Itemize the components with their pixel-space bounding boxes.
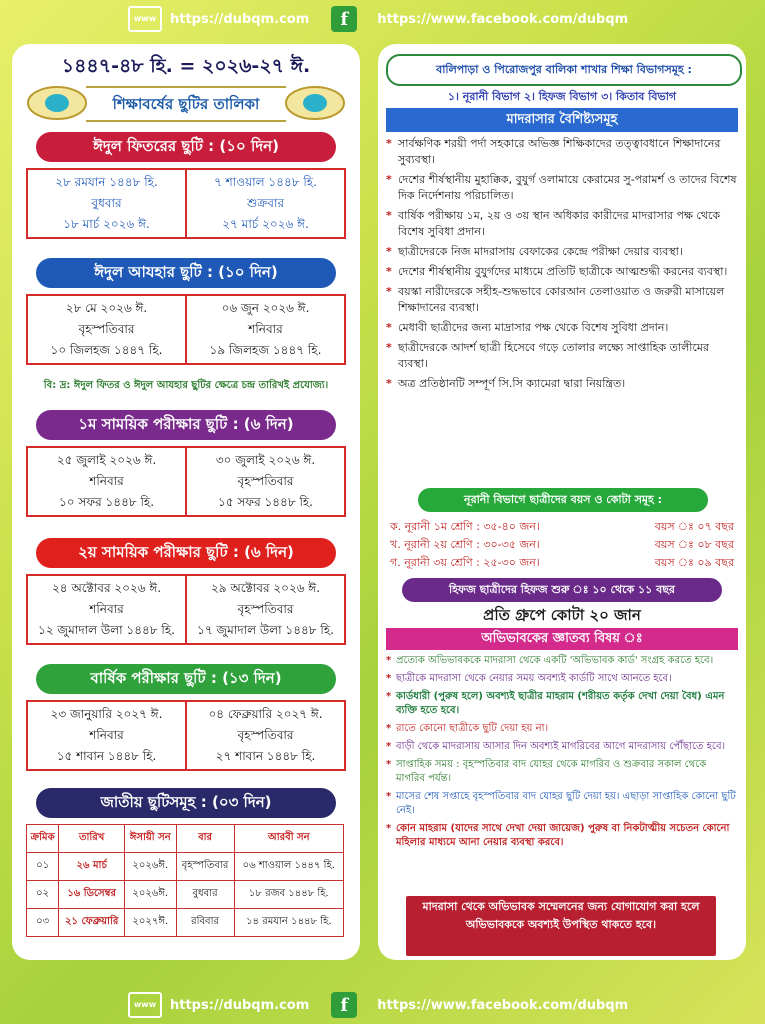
eid-fitr-dates (26, 168, 346, 239)
quota-age: বয়স ঃ ০৯ বছর (654, 556, 734, 569)
list-item: * দেশের শীর্ষস্থানীয় বুযুর্গদের মাধ্যমে প্রতিটি ছাত্রীকে আত্মশুদ্ধী করনের ব্যবস্থা। (386, 264, 738, 280)
table-cell: বৃহস্পতিবার (176, 853, 234, 881)
column-header: ক্রমিক (27, 825, 59, 853)
exam1-dates (26, 446, 346, 517)
branch-title: বালিপাড়া ও পিরোজপুর বালিকা শাখার শিক্ষা বিভাগসমূহ : (386, 54, 742, 86)
table-cell: বুধবার (176, 881, 234, 909)
column-header: তারিখ (59, 825, 125, 853)
list-item: * সাপ্তাহিক সময় : বৃহস্পতিবার বাদ যোহর থেকে মাগরিব ও শুক্রবার সকাল থেকে মাগরিব পর্যন্ত। (386, 758, 738, 786)
academic-year: ১৪৪৭-৪৮ হি. = ২০২৬-২৭ ঈ. (61, 55, 311, 77)
list-item: * মাসের শেষ সপ্তাহে বৃহস্পতিবার বাদ যোহর ছুটি দেয়া হয়। এছাড়া সাপ্তাহিক কোনো ছুটি নেই। (386, 790, 738, 818)
date-hijri: ১২ জুমাদাল উলা ১৪৪৮ হি. (38, 623, 175, 637)
table-cell: ২৬ মার্চ (59, 853, 125, 881)
date-gregorian: ২৩ জানুয়ারি ২০২৭ ঈ. (50, 707, 163, 721)
ornament-right-icon (284, 84, 346, 122)
exam2-start (28, 576, 185, 643)
exam1-section (26, 410, 346, 517)
day-name: বৃহস্পতিবার (237, 474, 294, 488)
features-list (386, 136, 738, 396)
list-item: * ছাত্রীকে মাদরাসা থেকে নেয়ার সময় অবশ্যই কার্ডটি সাথে আনতে হবে। (386, 672, 738, 686)
date-gregorian: ২৭ মার্চ ২০২৬ ঈ. (222, 217, 309, 231)
holiday-list-title (26, 80, 346, 126)
date-gregorian: ১৮ মার্চ ২০২৬ ঈ. (63, 217, 150, 231)
table-cell: ০৬ শাওয়াল ১৪৪৭ হি. (234, 853, 343, 881)
facebook-icon: f (331, 992, 357, 1018)
quota-heading: নূরানী বিভাগে ছাত্রীদের বয়স ও কোটা সমূহ : (418, 488, 708, 512)
day-name: শনিবার (89, 728, 124, 742)
table-cell: ১৬ ডিসেম্বর (59, 881, 125, 909)
facebook-link[interactable]: https://www.facebook.com/dubqm (377, 11, 629, 27)
features-heading: মাদরাসার বৈশিষ্ট্যসমূহ (386, 108, 738, 132)
table-cell: ০৩ (27, 909, 59, 937)
table-cell: ২০২৭ঈ. (124, 909, 176, 937)
annual-exam-end (185, 702, 344, 769)
list-item: * ছাত্রীদেরকে নিজ মাদরাসায় বেফাকের কেন্দ্রে পরীক্ষা দেয়ার ব্যবস্থা। (386, 244, 738, 260)
date-hijri: ৭ শাওয়াল ১৪৪৮ হি. (214, 175, 317, 189)
national-holidays-section (26, 788, 346, 937)
group-quota: প্রতি গ্রুপে কোটা ২০ জান (483, 606, 641, 624)
holiday-list-panel (12, 44, 360, 960)
guardian-heading: অভিভাবকের জ্ঞাতব্য বিষয় ঃ (386, 628, 738, 650)
quota-class: খ. নূরানী ২য় শ্রেণি : ৩০-৩৫ জন। (390, 538, 540, 551)
table-row (27, 881, 344, 909)
quota-class: ক. নূরানী ১ম শ্রেণি : ৩৫-৪০ জন। (390, 520, 540, 533)
list-item: * বার্ষিক পরীক্ষায় ১ম, ২য় ও ৩য় স্থান অধিকার কারীদের মাদরাসার পক্ষ থেকে বিশেষ সুবিধা প্রদান। (386, 208, 738, 240)
annual-exam-section (26, 664, 346, 771)
table-cell: ২০২৬ঈ. (124, 881, 176, 909)
date-hijri: ১৫ শাবান ১৪৪৮ হি. (56, 749, 157, 763)
table-cell: ০২ (27, 881, 59, 909)
table-cell: ২০২৬ঈ. (124, 853, 176, 881)
website-icon: www (128, 992, 162, 1018)
date-gregorian: ২৮ মে ২০২৬ ঈ. (65, 301, 148, 315)
eid-fitr-section (26, 132, 346, 239)
exam1-start (28, 448, 185, 515)
bottom-link-bar (0, 986, 765, 1024)
list-item: * ছাত্রীদেরকে আদর্শ ছাত্রী হিসেবে গড়ে তোলার লক্ষ্যে সাপ্তাহিক তালীমের ব্যবস্থা। (386, 340, 738, 372)
day-name: বৃহস্পতিবার (237, 602, 294, 616)
column-header: আরবী সন (234, 825, 343, 853)
moon-date-note: বি: দ্র: ঈদুল ফিতর ও ঈদুল আযহার ছুটির ক্ষেত্রে চন্দ্র তারিখই প্রযোজ্য। (43, 380, 329, 391)
website-icon: www (128, 6, 162, 32)
column-header: ঈসায়ী সন (124, 825, 176, 853)
day-name: শনিবার (248, 322, 283, 336)
facebook-link[interactable]: https://www.facebook.com/dubqm (377, 997, 629, 1013)
list-item: * বয়স্কা নারীদেরকে সহীহ-শুদ্ধভাবে কোরআন তেলাওয়াত ও জরুরী মাসায়েল শিক্ষাদানের ব্যবস্থা। (386, 284, 738, 316)
table-header-row (27, 825, 344, 853)
annual-exam-start (28, 702, 185, 769)
quota-row (390, 518, 734, 537)
eid-fitr-start (28, 170, 185, 237)
list-item: * মেধাবী ছাত্রীদের জন্য মাদ্রাসার পক্ষ থেকে বিশেষ সুবিধা প্রদান। (386, 320, 738, 336)
date-hijri: ১০ জিলহজ ১৪৪৭ হি. (50, 343, 163, 357)
day-name: বুধবার (91, 196, 122, 210)
day-name: বৃহস্পতিবার (78, 322, 135, 336)
table-cell: ০১ (27, 853, 59, 881)
date-hijri: ২৮ রমযান ১৪৪৮ হি. (55, 175, 158, 189)
column-header: বার (176, 825, 234, 853)
list-item: * কার্ডধারী (পুরুষ হলে) অবশ্যই ছাত্রীর মাহরাম (শরীয়ত কর্তৃক দেখা দেয়া বৈধ) এমন ব্যক্তি হতে হবে। (386, 690, 738, 718)
table-cell: রবিবার (176, 909, 234, 937)
holiday-list-title-text: শিক্ষাবর্ষের ছুটির তালিকা (86, 86, 286, 122)
guardian-notes-list (386, 654, 738, 854)
day-name: শনিবার (89, 474, 124, 488)
date-hijri: ১৭ জুমাদাল উলা ১৪৪৮ হি. (197, 623, 334, 637)
eid-adha-section (26, 258, 346, 365)
exam2-dates (26, 574, 346, 645)
eid-adha-dates (26, 294, 346, 365)
table-cell: ১৮ রজব ১৪৪৮ হি. (234, 881, 343, 909)
quota-row (390, 536, 734, 555)
day-name: শনিবার (89, 602, 124, 616)
eid-adha-start (28, 296, 185, 363)
table-cell: ২১ ফেব্রুয়ারি (59, 909, 125, 937)
table-cell: ১৪ রমযান ১৪৪৮ হি. (234, 909, 343, 937)
eid-fitr-end (185, 170, 344, 237)
annual-exam-heading: বার্ষিক পরীক্ষার ছুটি : (১৩ দিন) (36, 664, 336, 694)
exam1-heading: ১ম সাময়িক পরীক্ষার ছুটি : (৬ দিন) (36, 410, 336, 440)
date-gregorian: ০৪ ফেব্রুয়ারি ২০২৭ ঈ. (208, 707, 323, 721)
day-name: বৃহস্পতিবার (237, 728, 294, 742)
exam2-end (185, 576, 344, 643)
national-holidays-heading: জাতীয় ছুটিসমূহ : (০৩ দিন) (36, 788, 336, 818)
exam2-heading: ২য় সাময়িক পরীক্ষার ছুটি : (৬ দিন) (36, 538, 336, 568)
list-item: * রাতে কোনো ছাত্রীকে ছুটি দেয়া হয় না। (386, 722, 738, 736)
eid-adha-end (185, 296, 344, 363)
madrasa-info-panel (378, 44, 746, 960)
list-item: * কোন মাহরাম (যাদের সাথে দেখা দেয়া জায়েজ) পুরুষ বা নিকটাত্মীয় সচেতন কোনো মহিলার মাধ্যমে আনা নেয়ার ব্যবস্থা করবে। (386, 822, 738, 850)
eid-fitr-heading: ঈদুল ফিতরের ছুটি : (১০ দিন) (36, 132, 336, 162)
list-item: * বাড়ী থেকে মাদরাসায় আসার দিন অবশ্যই মাগরিবের আগে মাদরাসায় পৌঁছাতে হবে। (386, 740, 738, 754)
website-link[interactable]: https://dubqm.com (170, 997, 310, 1013)
facebook-icon: f (331, 6, 357, 32)
date-gregorian: ২৯ অক্টোবর ২০২৬ ঈ. (210, 581, 321, 595)
list-item: * অত্র প্রতিষ্ঠানটি সম্পূর্ণ সি.সি ক্যামেরা দ্বারা নিয়ন্ত্রিত। (386, 376, 738, 392)
exam2-section (26, 538, 346, 645)
guardian-meeting-notice: মাদরাসা থেকে অভিভাবক সম্মেলনের জন্য যোগাযোগ করা হলে অভিভাবককে অবশ্যই উপস্থিত থাকতে হবে। (406, 896, 716, 956)
date-gregorian: ২৪ অক্টোবর ২০২৬ ঈ. (51, 581, 162, 595)
website-link[interactable]: https://dubqm.com (170, 11, 310, 27)
annual-exam-dates (26, 700, 346, 771)
quota-age: বয়স ঃ ০৮ বছর (654, 538, 734, 551)
exam1-end (185, 448, 344, 515)
date-hijri: ১৫ সফর ১৪৪৮ হি. (217, 495, 313, 509)
eid-adha-heading: ঈদুল আযহার ছুটি : (১০ দিন) (36, 258, 336, 288)
date-gregorian: ৩০ জুলাই ২০২৬ ঈ. (215, 453, 316, 467)
list-item: * দেশের শীর্ষস্থানীয় মুহাক্কিক, বুযুর্গ ওলামায়ে কেরামের সু-পরামর্শ ও তাদের বিশেষ দিক নির্দেশনায় পরিচালিত। (386, 172, 738, 204)
date-hijri: ১০ সফর ১৪৪৮ হি. (58, 495, 155, 509)
date-hijri: ১৯ জিলহজ ১৪৪৭ হি. (209, 343, 322, 357)
day-name: শুক্রবার (246, 196, 285, 210)
list-item: * সার্বক্ষণিক শরয়ী পর্দা সহকারে অভিজ্ঞ শিক্ষিকাদের তত্ত্বাবধানে শিক্ষাদানের সুব্যবস্থা। (386, 136, 738, 168)
date-gregorian: ২৫ জুলাই ২০২৬ ঈ. (56, 453, 157, 467)
date-hijri: ২৭ শাবান ১৪৪৮ হি. (215, 749, 316, 763)
table-row (27, 909, 344, 937)
hifz-start-banner: হিফজ ছাত্রীদের হিফজ শুরু ঃ ১০ থেকে ১১ বছর (402, 578, 722, 602)
list-item: * প্রত্যেক অভিভাবককে মাদরাসা থেকে একটি 'অভিভাবক কার্ড' সংগ্রহ করতে হবে। (386, 654, 738, 668)
ornament-left-icon (26, 84, 88, 122)
quota-row (390, 554, 734, 573)
quota-class: গ. নূরানী ৩য় শ্রেণি : ২৫-৩০ জন। (390, 556, 540, 569)
department-list: ১। নূরানী বিভাগ ২। হিফজ বিভাগ ৩। কিতাব বিভাগ (447, 90, 677, 103)
table-row (27, 853, 344, 881)
national-holidays-table (26, 824, 344, 937)
date-gregorian: ০৬ জুন ২০২৬ ঈ. (221, 301, 310, 315)
top-link-bar (0, 0, 765, 38)
quota-age: বয়স ঃ ০৭ বছর (654, 520, 734, 533)
